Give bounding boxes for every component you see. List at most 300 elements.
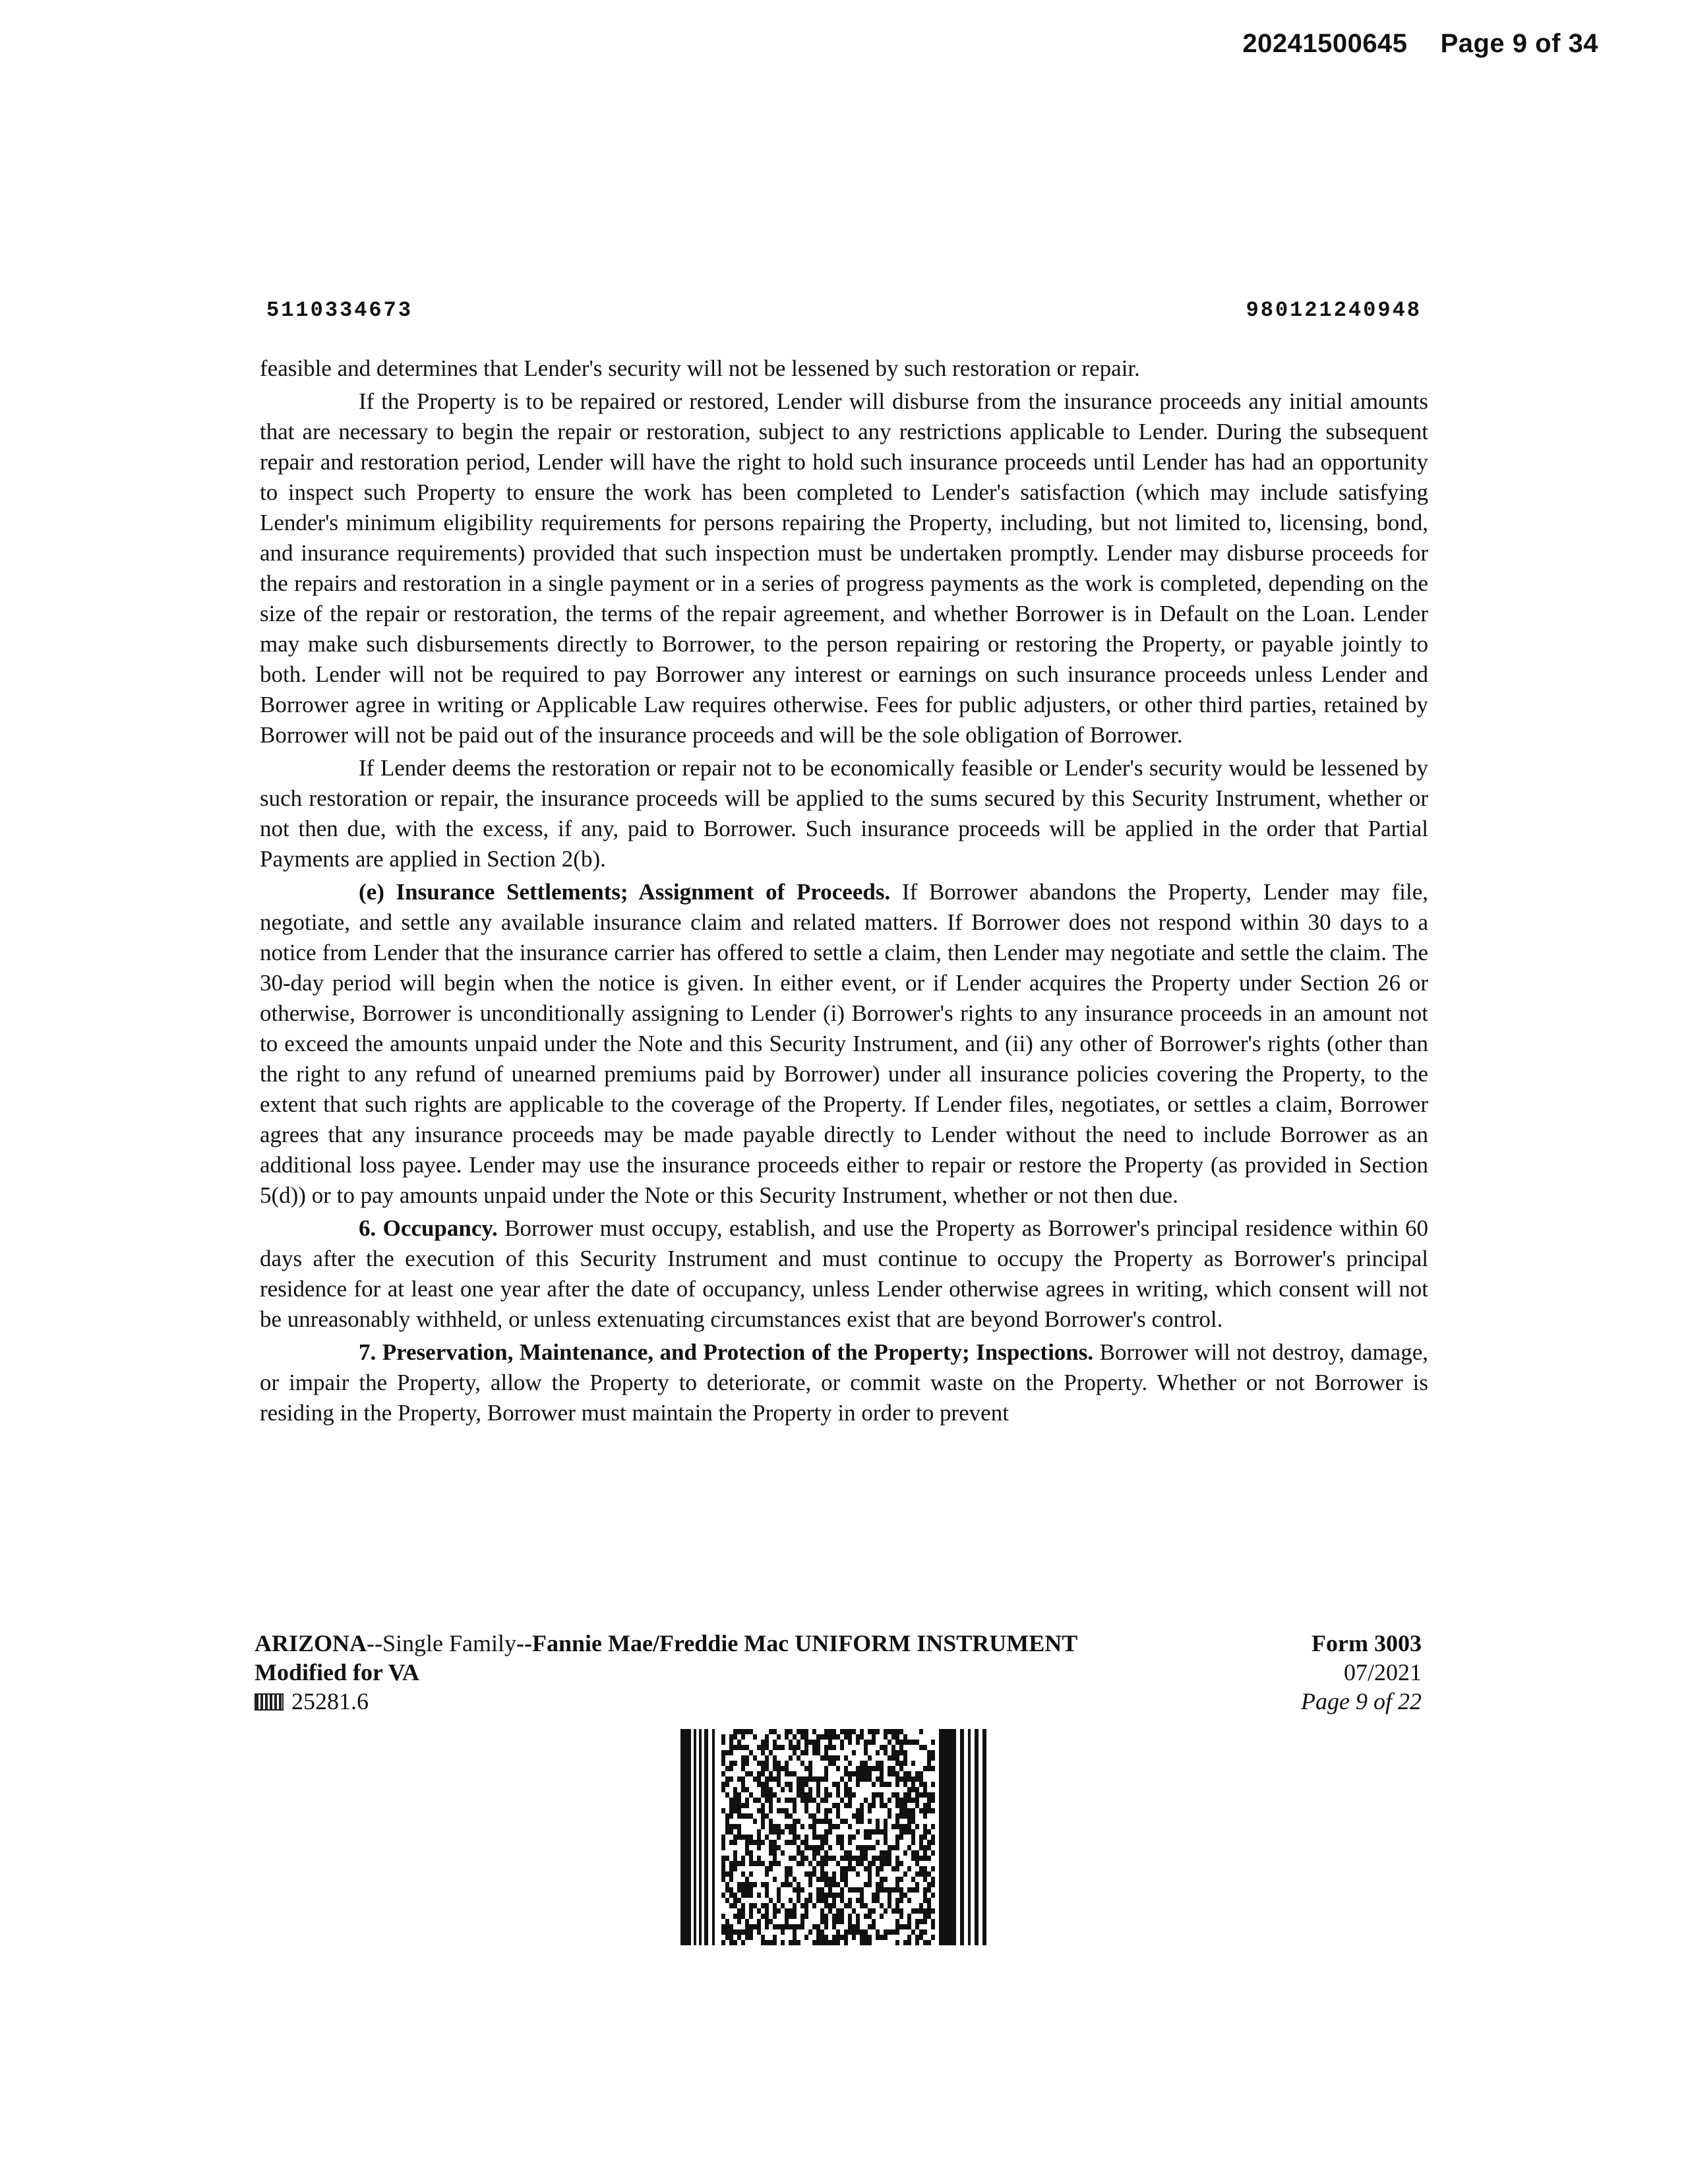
barcode-module [741, 1835, 745, 1840]
barcode-module [864, 1929, 868, 1935]
barcode-module [860, 1803, 864, 1808]
barcode-module [761, 1903, 765, 1908]
barcode-module [895, 1824, 899, 1829]
barcode-module [919, 1776, 923, 1782]
barcode-module [729, 1824, 733, 1829]
barcode-module [828, 1755, 832, 1761]
barcode-module [864, 1798, 868, 1803]
barcode-module [856, 1771, 860, 1776]
barcode-module [919, 1745, 923, 1750]
barcode-module [725, 1929, 729, 1935]
barcode-module [745, 1745, 749, 1750]
barcode-module [765, 1787, 769, 1792]
barcode-module [836, 1861, 840, 1866]
barcode-module [761, 1940, 765, 1945]
barcode-module [820, 1877, 824, 1882]
barcode-module [800, 1903, 804, 1908]
barcode-module [765, 1882, 769, 1887]
barcode-module [907, 1787, 911, 1792]
barcode-module [737, 1919, 741, 1924]
barcode-module [828, 1808, 832, 1813]
barcode-module [793, 1819, 797, 1824]
barcode-module [777, 1745, 781, 1750]
barcode-module [872, 1898, 876, 1903]
barcode-module [773, 1829, 777, 1835]
barcode-module [721, 1877, 725, 1882]
barcode-module [931, 1877, 935, 1882]
barcode-module [773, 1792, 777, 1798]
barcode-module [721, 1787, 725, 1792]
barcode-module [773, 1776, 777, 1782]
barcode-module [785, 1798, 789, 1803]
barcode-module [915, 1776, 919, 1782]
barcode-module [884, 1782, 888, 1787]
barcode-module [745, 1787, 749, 1792]
section-heading: 7. Preservation, Maintenance, and Protection of the Property; Inspections. [359, 1339, 1094, 1365]
barcode-module [737, 1803, 741, 1808]
barcode-module [931, 1792, 935, 1798]
barcode-module [888, 1766, 891, 1771]
barcode-module [761, 1840, 765, 1845]
barcode-module [832, 1882, 836, 1887]
barcode-module [777, 1798, 781, 1803]
barcode-module [927, 1803, 931, 1808]
barcode-module [745, 1887, 749, 1893]
document-number: 20241500645 [1242, 29, 1408, 58]
barcode-module [876, 1887, 880, 1893]
barcode-module [923, 1887, 927, 1893]
barcode-module [808, 1813, 812, 1819]
barcode-module [725, 1887, 729, 1893]
barcode-module [919, 1908, 923, 1914]
barcode-module [931, 1755, 935, 1761]
barcode-module [931, 1924, 935, 1929]
barcode-module [824, 1808, 828, 1813]
barcode-module [793, 1877, 797, 1882]
barcode-module [804, 1734, 808, 1740]
barcode-module [777, 1766, 781, 1771]
pdf417-barcode [680, 1729, 989, 1945]
barcode-module [915, 1856, 919, 1861]
barcode-module [769, 1940, 773, 1945]
barcode-module [733, 1940, 737, 1945]
barcode-module [816, 1819, 820, 1824]
barcode-module [884, 1877, 888, 1882]
barcode-module [753, 1734, 757, 1740]
barcode-module [812, 1856, 816, 1861]
barcode-module [915, 1924, 919, 1929]
barcode-module [903, 1755, 907, 1761]
barcode-module [741, 1882, 745, 1887]
barcode-module [745, 1803, 749, 1808]
barcode-module [765, 1887, 769, 1893]
barcode-module [781, 1924, 785, 1929]
barcode-module [820, 1861, 824, 1866]
barcode-module [891, 1929, 895, 1935]
barcode-module [777, 1898, 781, 1903]
barcode-module [729, 1829, 733, 1835]
barcode-module [832, 1893, 836, 1898]
barcode-module [820, 1929, 824, 1935]
barcode-module [816, 1893, 820, 1898]
barcode-module [891, 1866, 895, 1871]
barcode-module [911, 1829, 915, 1835]
barcode-module [856, 1776, 860, 1782]
barcode-module [789, 1840, 793, 1845]
barcode-module [804, 1840, 808, 1845]
barcode-module [812, 1845, 816, 1850]
barcode-module [812, 1813, 816, 1819]
barcode-module [729, 1761, 733, 1766]
barcode-module [765, 1914, 769, 1919]
barcode-module [848, 1824, 852, 1829]
barcode-module [769, 1850, 773, 1856]
barcode-module [832, 1734, 836, 1740]
barcode-module [907, 1813, 911, 1819]
barcode-module [824, 1813, 828, 1819]
barcode-module [745, 1755, 749, 1761]
barcode-module [888, 1861, 891, 1866]
barcode-module [844, 1856, 848, 1861]
barcode-module [903, 1792, 907, 1798]
barcode-module [737, 1740, 741, 1745]
barcode-module [915, 1771, 919, 1776]
barcode-module [911, 1808, 915, 1813]
barcode-module [800, 1782, 804, 1787]
barcode-module [832, 1871, 836, 1877]
barcode-module [824, 1729, 828, 1734]
barcode-module [773, 1877, 777, 1882]
barcode-module [844, 1803, 848, 1808]
barcode-module [820, 1919, 824, 1924]
barcode-module [931, 1835, 935, 1840]
barcode-module [919, 1845, 923, 1850]
barcode-module [733, 1840, 737, 1845]
barcode-module [840, 1856, 844, 1861]
barcode-module [729, 1740, 733, 1745]
barcode-module [836, 1919, 840, 1924]
barcode-module [793, 1929, 797, 1935]
barcode-module [899, 1803, 903, 1808]
barcode-module [884, 1829, 888, 1835]
barcode-module [884, 1745, 888, 1750]
form-code-line [255, 1687, 1077, 1716]
barcode-module [773, 1856, 777, 1861]
barcode-module [911, 1782, 915, 1787]
barcode-module [931, 1908, 935, 1914]
barcode-module [895, 1903, 899, 1908]
barcode-module [733, 1893, 737, 1898]
barcode-module [812, 1729, 816, 1734]
barcode-module [832, 1824, 836, 1829]
barcode-module [733, 1798, 737, 1803]
barcode-module [816, 1776, 820, 1782]
barcode-module [884, 1935, 888, 1940]
barcode-module [789, 1755, 793, 1761]
barcode-module [765, 1776, 769, 1782]
barcode-module [880, 1877, 884, 1882]
barcode-module [923, 1856, 927, 1861]
barcode-module [789, 1882, 793, 1887]
barcode-module [781, 1829, 785, 1835]
barcode-module [868, 1914, 872, 1919]
barcode-module [749, 1887, 753, 1893]
barcode-module [931, 1840, 935, 1845]
barcode-module [733, 1850, 737, 1856]
barcode-module [800, 1856, 804, 1861]
barcode-module [907, 1845, 911, 1850]
barcode-module [773, 1755, 777, 1761]
barcode-module [797, 1787, 800, 1792]
barcode-module [860, 1734, 864, 1740]
barcode-module [844, 1771, 848, 1776]
barcode-module [769, 1750, 773, 1755]
barcode-module [812, 1740, 816, 1745]
barcode-module [895, 1919, 899, 1924]
barcode-module [848, 1856, 852, 1861]
barcode-module [725, 1924, 729, 1929]
barcode-module [820, 1755, 824, 1761]
barcode-module [880, 1771, 884, 1776]
barcode-module [923, 1824, 927, 1829]
barcode-module [931, 1782, 935, 1787]
barcode-module [848, 1866, 852, 1871]
barcode-module [765, 1782, 769, 1787]
barcode-module [876, 1819, 880, 1824]
barcode-module [725, 1824, 729, 1829]
barcode-module [864, 1766, 868, 1771]
barcode-module [848, 1840, 852, 1845]
barcode-module [915, 1908, 919, 1914]
barcode-module [848, 1898, 852, 1903]
barcode-module [725, 1919, 729, 1924]
barcode-module [733, 1856, 737, 1861]
barcode-module [868, 1861, 872, 1866]
barcode-module [880, 1782, 884, 1787]
barcode-module [880, 1866, 884, 1871]
barcode-module [749, 1914, 753, 1919]
barcode-module [888, 1898, 891, 1903]
barcode-module [895, 1798, 899, 1803]
barcode-module [899, 1829, 903, 1835]
barcode-module [789, 1866, 793, 1871]
barcode-module [864, 1771, 868, 1776]
barcode-module [789, 1940, 793, 1945]
barcode-module [856, 1871, 860, 1877]
barcode-module [852, 1908, 856, 1914]
barcode-module [800, 1914, 804, 1919]
barcode-module [824, 1856, 828, 1861]
barcode-module [757, 1771, 761, 1776]
barcode-module [856, 1829, 860, 1835]
barcode-module [729, 1750, 733, 1755]
barcode-module [721, 1940, 725, 1945]
barcode-module [800, 1761, 804, 1766]
barcode-module [911, 1850, 915, 1856]
barcode-module [907, 1740, 911, 1745]
barcode-module [757, 1835, 761, 1840]
barcode-module [860, 1808, 864, 1813]
barcode-module [785, 1919, 789, 1924]
form-number: Form 3003 [1311, 1630, 1422, 1656]
barcode-module [781, 1766, 785, 1771]
barcode-module [828, 1761, 832, 1766]
barcode-module [765, 1761, 769, 1766]
barcode-module [864, 1750, 868, 1755]
barcode-module [793, 1808, 797, 1813]
barcode-module [848, 1861, 852, 1866]
section-heading: (e) Insurance Settlements; Assignment of Proceeds. [359, 879, 891, 905]
barcode-module [749, 1840, 753, 1845]
barcode-module [761, 1740, 765, 1745]
barcode-module [860, 1819, 864, 1824]
barcode-module [931, 1750, 935, 1755]
barcode-module [868, 1819, 872, 1824]
barcode-module [856, 1819, 860, 1824]
barcode-module [872, 1893, 876, 1898]
barcode-module [895, 1729, 899, 1734]
form-date: 07/2021 [1343, 1659, 1422, 1685]
barcode-module [769, 1861, 773, 1866]
barcode-module [848, 1734, 852, 1740]
barcode-module [864, 1761, 868, 1766]
barcode-module [749, 1835, 753, 1840]
barcode-module [753, 1861, 757, 1866]
barcode-module [876, 1776, 880, 1782]
barcode-module [749, 1935, 753, 1940]
barcode-module [895, 1835, 899, 1840]
barcode-module [840, 1729, 844, 1734]
barcode-module [848, 1914, 852, 1919]
barcode-module [729, 1808, 733, 1813]
barcode-module [820, 1840, 824, 1845]
barcode-module [761, 1914, 765, 1919]
barcode-module [797, 1755, 800, 1761]
barcode-module [856, 1919, 860, 1924]
barcode-module [769, 1840, 773, 1845]
barcode-module [737, 1898, 741, 1903]
barcode-module [812, 1829, 816, 1835]
barcode-module [769, 1866, 773, 1871]
barcode-module [797, 1776, 800, 1782]
barcode-module [876, 1750, 880, 1755]
barcode-module [876, 1792, 880, 1798]
barcode-module [721, 1914, 725, 1919]
barcode-module [852, 1924, 856, 1929]
barcode-module [848, 1850, 852, 1856]
barcode-module [757, 1919, 761, 1924]
barcode-module [880, 1850, 884, 1856]
barcode-module [915, 1887, 919, 1893]
barcode-module [721, 1866, 725, 1871]
barcode-module [828, 1824, 832, 1829]
barcode-module [808, 1929, 812, 1935]
barcode-module [729, 1940, 733, 1945]
barcode-module [891, 1824, 895, 1829]
barcode-module [868, 1924, 872, 1929]
barcode-module [868, 1871, 872, 1877]
barcode-module [844, 1882, 848, 1887]
barcode-module [907, 1914, 911, 1919]
barcode-module [876, 1893, 880, 1898]
barcode-module [880, 1792, 884, 1798]
barcode-module [899, 1745, 903, 1750]
barcode-module [876, 1824, 880, 1829]
barcode-module [816, 1877, 820, 1882]
barcode-module [808, 1871, 812, 1877]
barcode-module [741, 1929, 745, 1935]
barcode-module [749, 1792, 753, 1798]
barcode-module [899, 1861, 903, 1866]
barcode-module [828, 1745, 832, 1750]
paragraph-occupancy [260, 1213, 1428, 1335]
barcode-module [923, 1866, 927, 1871]
barcode-module [797, 1792, 800, 1798]
barcode-module [769, 1919, 773, 1924]
barcode-module [868, 1808, 872, 1813]
barcode-module [785, 1761, 789, 1766]
barcode-module [832, 1745, 836, 1750]
barcode-module [836, 1803, 840, 1808]
barcode-module [773, 1861, 777, 1866]
barcode-module [836, 1792, 840, 1798]
barcode-module [840, 1845, 844, 1850]
barcode-module [721, 1924, 725, 1929]
barcode-module [895, 1755, 899, 1761]
barcode-module [840, 1740, 844, 1745]
barcode-module [919, 1866, 923, 1871]
barcode-module [729, 1734, 733, 1740]
barcode-module [773, 1914, 777, 1919]
barcode-module [899, 1887, 903, 1893]
barcode-module [781, 1808, 785, 1813]
barcode-module [721, 1808, 725, 1813]
barcode-module [812, 1798, 816, 1803]
barcode-module [868, 1940, 872, 1945]
barcode-module [737, 1861, 741, 1866]
barcode-module [915, 1792, 919, 1798]
barcode-module [852, 1887, 856, 1893]
barcode-module [797, 1924, 800, 1929]
barcode-module [793, 1835, 797, 1840]
barcode-module [895, 1734, 899, 1740]
barcode-module [836, 1824, 840, 1829]
barcode-module [812, 1871, 816, 1877]
barcode-module [903, 1803, 907, 1808]
barcode-module [907, 1866, 911, 1871]
barcode-module [741, 1893, 745, 1898]
form-footer [255, 1629, 1422, 1728]
barcode-module [741, 1734, 745, 1740]
barcode-module [812, 1940, 816, 1945]
barcode-module [848, 1761, 852, 1766]
barcode-module [888, 1856, 891, 1861]
barcode-module [923, 1929, 927, 1935]
barcode-module [844, 1766, 848, 1771]
barcode-module [737, 1792, 741, 1798]
barcode-module [812, 1750, 816, 1755]
barcode-module [812, 1819, 816, 1824]
barcode-module [797, 1882, 800, 1887]
barcode-module [915, 1935, 919, 1940]
barcode-module [852, 1792, 856, 1798]
section-text: If Borrower abandons the Property, Lender may file, negotiate, and settle any available insurance claim and related matters. If Borrower does not respond within 30 days to a notice from Lender that the insurance carrier has offered to settle a claim, then Lender may negotiate and settle the claim. The 30-day period will begin when the notice is given. In either event, or if Lender acquires the Property under Section 26 or otherwise, Borrower is unconditionally assigning to Lender (i) Borrower's rights to any insurance proceeds in an amount not to exceed the amounts unpaid under the Note and this Security Instrument, and (ii) any other of Borrower's rights (other than the right to any refund of unearned premiums paid by Borrower) under all insurance policies covering the Property, to the extent that such rights are applicable to the coverage of the Property. If Lender files, negotiates, or settles a claim, Borrower agrees that any insurance proceeds may be made payable directly to Lender without the need to include Borrower as an additional loss payee. Lender may use the insurance proceeds either to repair or restore the Property (as provided in Section 5(d)) or to pay amounts unpaid under the Note or this Security Instrument, whether or not then due. [260, 879, 1428, 1208]
barcode-module [745, 1729, 749, 1734]
barcode-module [757, 1924, 761, 1929]
barcode-module [733, 1787, 737, 1792]
barcode-module [872, 1829, 876, 1835]
barcode-module [753, 1882, 757, 1887]
